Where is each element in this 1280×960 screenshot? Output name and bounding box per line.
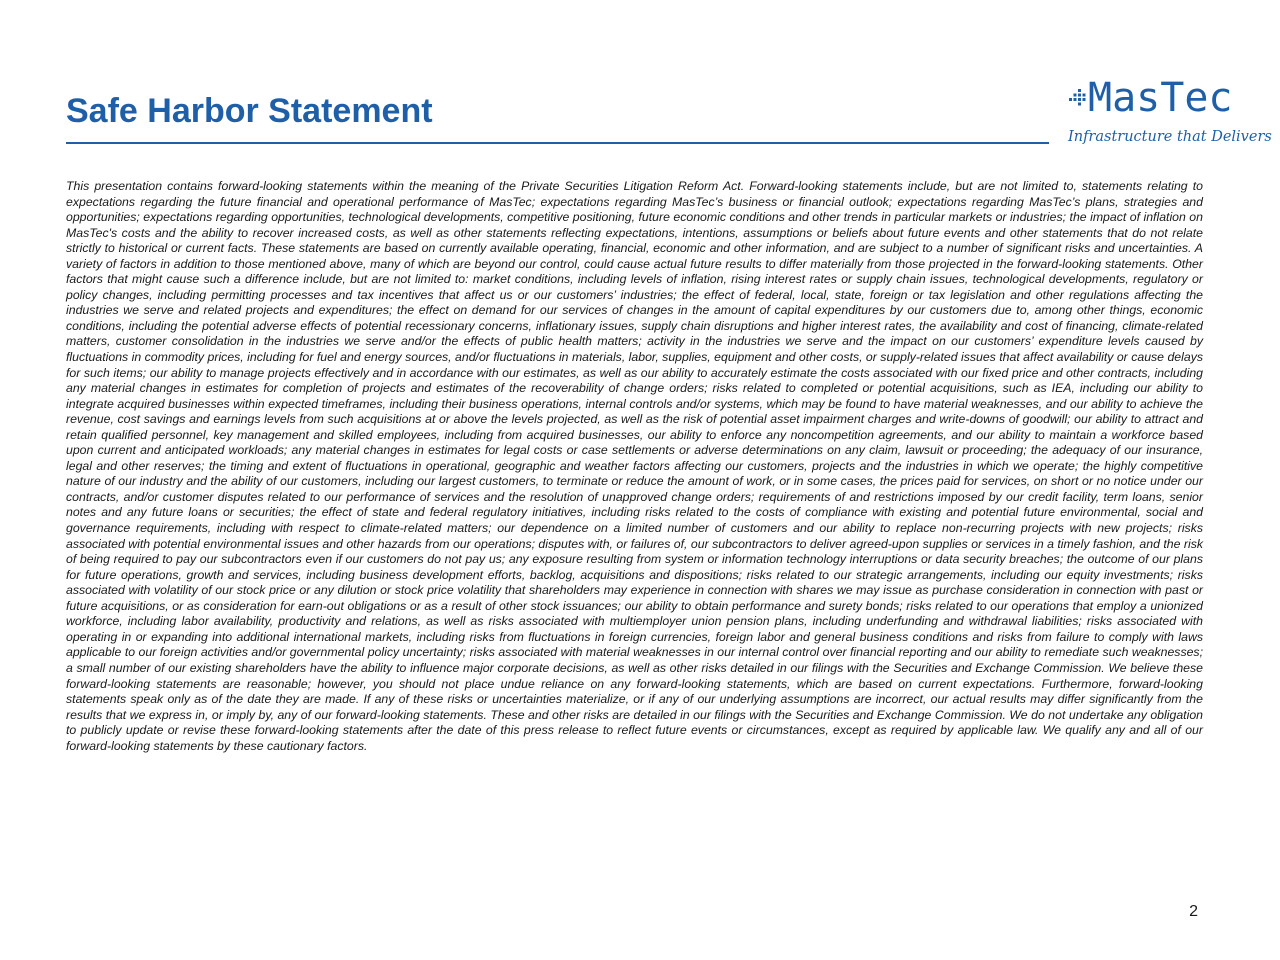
page-title: Safe Harbor Statement (66, 92, 433, 130)
pixel-arrow-icon (1069, 89, 1087, 107)
mastec-logo (1064, 74, 1272, 154)
logo-wordmark: MasTec (1088, 75, 1233, 121)
title-divider (66, 142, 1049, 144)
logo-tagline: Infrastructure that Delivers (1068, 129, 1272, 145)
safe-harbor-paragraph: This presentation contains forward-looking statements within the meaning of the Private Securities Litigation Reform Act. Forward-looking statements include, but are not limited to, statements relating to expectations regarding the future financial and operational performance of MasTec; expectations regarding MasTec’s business or financial outlook; expectations regarding MasTec’s plans, strategies and opportunities; expectations regarding opportunities, technological developments, competitive positioning, future economic conditions and other trends in particular markets or industries; the impact of inflation on MasTec's costs and the ability to recover increased costs, as well as other statements reflecting expectations, intentions, assumptions or beliefs about future events and other statements that do not relate strictly to historical or current facts. These statements are based on currently available operating, financial, economic and other information, and are subject to a number of significant risks and uncertainties. A variety of factors in addition to those mentioned above, many of which are beyond our control, could cause actual future results to differ materially from those projected in the forward-looking statements. Other factors that might cause such a difference include, but are not limited to: market conditions, including levels of inflation, rising interest rates or supply chain issues, technological developments, regulatory or policy changes, including permitting processes and tax incentives that affect us or our customers’ industries; the effect of federal, local, state, foreign or tax legislation and other regulations affecting the industries we serve and related projects and expenditures; the effect on demand for our services of changes in the amount of capital expenditures by our customers due to, among other things, economic conditions, including the potential adverse effects of potential recessionary concerns, inflationary issues, supply chain disruptions and higher interest rates, the availability and cost of financing, climate-related matters, customer consolidation in the industries we serve and/or the effects of public health matters; activity in the industries we serve and the impact on our customers’ expenditure levels caused by fluctuations in commodity prices, including for fuel and energy sources, and/or fluctuations in materials, labor, supplies, equipment and other costs, or supply-related issues that affect availability or cause delays for such items; our ability to manage projects effectively and in accordance with our estimates, as well as our ability to accurately estimate the costs associated with our fixed price and other contracts, including any material changes in estimates for completion of projects and estimates of the recoverability of change orders; risks related to completed or potential acquisitions, such as IEA, including our ability to integrate acquired businesses within expected timeframes, including their business operations, internal controls and/or systems, which may be found to have material weaknesses, and our ability to achieve the revenue, cost savings and earnings levels from such acquisitions at or above the levels projected, as well as the risk of potential asset impairment charges and write-downs of goodwill; our ability to attract and retain qualified personnel, key management and skilled employees, including from acquired businesses, our ability to enforce any noncompetition agreements, and our ability to maintain a workforce based upon current and anticipated workloads; any material changes in estimates for legal costs or case settlements or adverse determinations on any claim, lawsuit or proceeding; the adequacy of our insurance, legal and other reserves; the timing and extent of fluctuations in operational, geographic and weather factors affecting our customers, projects and the industries in which we operate; the highly competitive nature of our industry and the ability of our customers, including our largest customers, to terminate or reduce the amount of work, or in some cases, the prices paid for services, on short or no notice under our contracts, and/or customer disputes related to our performance of services and the resolution of unapproved change orders; requirements of and restrictions imposed by our credit facility, term loans, senior notes and any future loans or securities; the effect of state and federal regulatory initiatives, including risks related to the costs of compliance with existing and potential future environmental, social and governance requirements, including with respect to climate-related matters; our dependence on a limited number of customers and our ability to replace non-recurring projects with new projects; risks associated with potential environmental issues and other hazards from our operations; disputes with, or failures of, our subcontractors to deliver agreed-upon supplies or services in a timely fashion, and the risk of being required to pay our subcontractors even if our customers do not pay us; any exposure resulting from system or information technology interruptions or data security breaches; the outcome of our plans for future operations, growth and services, including business development efforts, backlog, acquisitions and dispositions; risks related to our strategic arrangements, including our equity investments; risks associated with volatility of our stock price or any dilution or stock price volatility that shareholders may experience in connection with shares we may issue as purchase consideration in connection with past or future acquisitions, or as consideration for earn-out obligations or as a result of other stock issuances; our ability to obtain performance and surety bonds; risks related to our operations that employ a unionized workforce, including labor availability, productivity and relations, as well as risks associated with multiemployer union pension plans, including underfunding and withdrawal liabilities; risks associated with operating in or expanding into additional international markets, including risks from fluctuations in foreign currencies, foreign labor and general business conditions and risks from failure to comply with laws applicable to our foreign activities and/or governmental policy uncertainty; risks associated with material weaknesses in our internal control over financial reporting and our ability to remediate such weaknesses; a small number of our existing shareholders have the ability to influence major corporate decisions, as well as other risks detailed in our filings with the Securities and Exchange Commission. We believe these forward-looking statements are reasonable; however, you should not place undue reliance on any forward-looking statements, which are based on current expectations. Furthermore, forward-looking statements speak only as of the date they are made. If any of these risks or uncertainties materialize, or if any of our underlying assumptions are incorrect, our actual results may differ significantly from the results that we express in, or imply by, any of our forward-looking statements. These and other risks are detailed in our filings with the Securities and Exchange Commission. We do not undertake any obligation to publicly update or revise these forward-looking statements after the date of this press release to reflect future events or circumstances, except as required by applicable law. We qualify any and all of our forward-looking statements by these cautionary factors. (66, 179, 1203, 753)
page-number: 2 (1189, 903, 1198, 920)
